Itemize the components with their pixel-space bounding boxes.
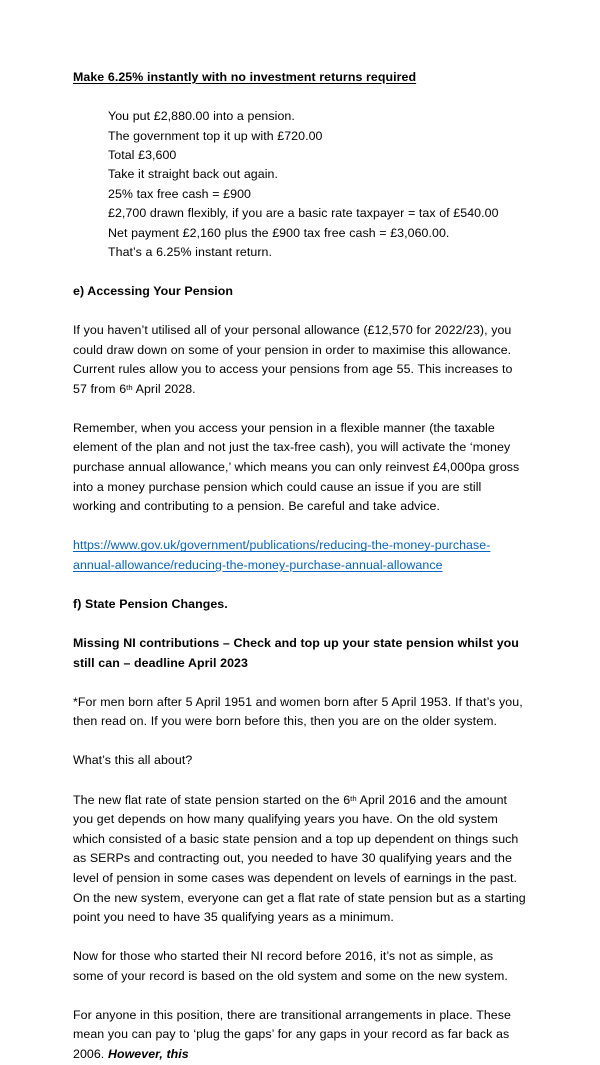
heading-e-accessing-your-pension: e) Accessing Your Pension xyxy=(73,283,234,298)
paragraph-text: For anyone in this position, there are transitional arrangements in place. These mean you can pay to ‘plug the gaps’ for any gaps in your record as far back as 2006. xyxy=(73,1007,511,1062)
paragraph-ni-record-before-2016: Now for those who started their NI record before 2016, it’s not as simple, as some of your record is based on the old system and some on the new system. xyxy=(73,949,508,983)
paragraph-money-purchase-annual-allowance: Remember, when you access your pension in a flexible manner (the taxable element of the plan and not just the tax-free cash), you will activate the ‘money purchase annual allowance,’ which means you can only reinvest £4,000pa gross into a money purchase pension which could cause an issue if you are still working and contributing to a pension. Be careful and take advice. xyxy=(73,420,520,514)
spacer xyxy=(73,575,527,595)
paragraph-emphasis-tail: However, this xyxy=(107,1047,189,1062)
example-line: That’s a 6.25% instant return. xyxy=(108,244,272,259)
heading-f-state-pension-changes: f) State Pension Changes. xyxy=(73,596,228,611)
spacer xyxy=(73,301,527,321)
spacer xyxy=(73,928,527,948)
spacer xyxy=(73,673,527,693)
example-line: £2,700 drawn flexibly, if you are a basic rate taxpayer = tax of £540.00 xyxy=(108,206,499,221)
paragraph-gov-uk-link xyxy=(73,536,527,575)
paragraph-text: If you haven’t utilised all of your personal allowance (£12,570 for 2022/23), you could draw down on some of your pension in order to maximise this allowance. Current rules allow you to access your pensions from age 55. This increases to 57 from 6 xyxy=(73,322,513,396)
example-line: Total £3,600 xyxy=(108,147,177,162)
example-line: 25% tax free cash = £900 xyxy=(108,186,251,201)
paragraph-new-flat-rate xyxy=(73,791,527,928)
example-line: The government top it up with £720.00 xyxy=(108,128,323,143)
spacer xyxy=(73,732,527,752)
spacer xyxy=(73,615,527,635)
heading-make-6-25-percent: Make 6.25% instantly with no investment returns required xyxy=(73,70,417,84)
example-calculation-block xyxy=(73,107,527,262)
spacer xyxy=(73,399,527,419)
example-line: You put £2,880.00 into a pension. xyxy=(108,109,295,124)
spacer xyxy=(73,771,527,791)
paragraph-transitional-arrangements xyxy=(73,1006,527,1065)
paragraph-what-is-this-about: What’s this all about? xyxy=(73,753,193,768)
paragraph-text-tail: April 2016 and the amount you get depends on how many qualifying years you have. On the old system which consisted of a basic state pension and a top up dependent on things such as SERPs and contracting out, you needed to have 30 qualifying years and the level of pension in some cases was dependent on levels of earnings in the past. On the new system, everyone can get a flat rate of state pension but as a starting point you need to have 35 qualifying years as a minimum. xyxy=(73,792,526,925)
heading-missing-ni-contributions: Missing NI contributions – Check and top up your state pension whilst you still can – deadline April 2023 xyxy=(73,636,519,670)
spacer xyxy=(73,986,527,1006)
spacer xyxy=(73,262,527,282)
ordinal-suffix: th xyxy=(350,793,357,803)
paragraph-eligibility-footnote: *For men born after 5 April 1951 and women born after 5 April 1953. If that’s you, then read on. If you were born before this, then you are on the older system. xyxy=(73,694,523,729)
spacer xyxy=(73,517,527,537)
paragraph-text: The new flat rate of state pension started on the 6 xyxy=(73,792,351,807)
ordinal-suffix: th xyxy=(126,382,133,392)
spacer xyxy=(73,88,527,108)
paragraph-text-tail: April 2028. xyxy=(132,381,196,396)
example-line: Take it straight back out again. xyxy=(108,167,278,182)
gov-uk-mpaa-link[interactable]: https://www.gov.uk/government/publications/reducing-the-money-purchase-annual-allowance/reducing-the-money-purchase-annual-allowance xyxy=(73,538,491,572)
paragraph-personal-allowance xyxy=(73,321,527,399)
document-content xyxy=(73,68,527,1065)
example-line: Net payment £2,160 plus the £900 tax free cash = £3,060.00. xyxy=(108,225,450,240)
